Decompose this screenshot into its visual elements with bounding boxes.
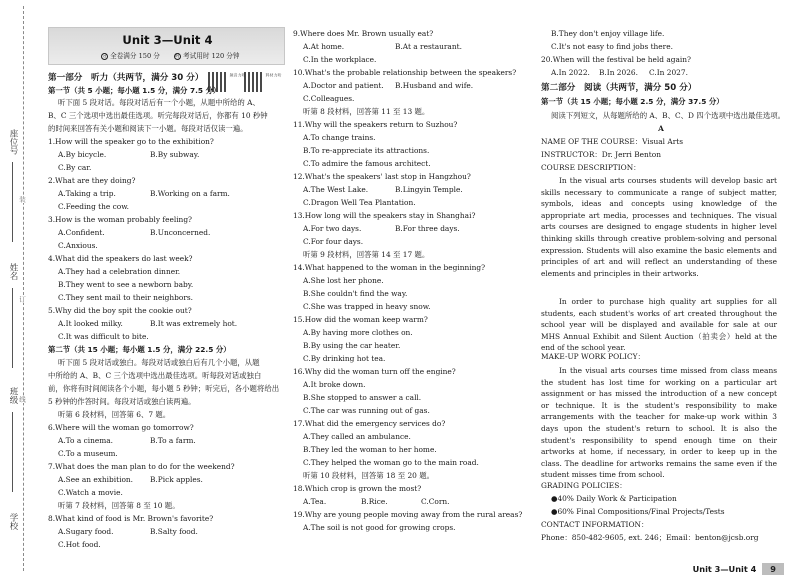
option[interactable]: A.Doctor and patient. (303, 81, 384, 90)
course-name: NAME OF THE COURSE：Visual Arts (541, 137, 684, 146)
option[interactable]: A.They had a celebration dinner. (58, 267, 181, 276)
option[interactable]: A.Tea. (303, 497, 327, 506)
description-paragraph: In the visual arts courses students will develop basic art skills necessary to communicate a range of subject matter, symbols, ideas and concepts using knowledge of the appropriate art media, processes and techniques. The visual arts courses are designed to engage students in higher level thinking skills through creative problem-solving and personal expression. Students will also examine the basic elements and principles of art and will reflect an understanding of these elements and principles in their artworks. (541, 176, 777, 278)
school-label: 学校 (8, 513, 18, 530)
option[interactable]: C.It was difficult to bite. (58, 332, 149, 341)
cut-line (23, 6, 24, 571)
option[interactable]: B.Rice. (361, 497, 388, 506)
question: 7.What does the man plan to do for the weekend? (48, 462, 235, 471)
instruction-line: B、C 三个选项中选出最佳选项。听完每段对话后，你都有 10 秒钟 (48, 111, 268, 120)
option[interactable]: C.By drinking hot tea. (303, 354, 386, 363)
option[interactable]: A.By bicycle. (58, 150, 107, 159)
option[interactable]: C.The car was running out of gas. (303, 406, 430, 415)
seat-number-label: 座位号 (8, 129, 18, 155)
instruction-line: 阅读下列短文，从每题所给的 A、B、C、D 四个选项中选出最佳选项。 (551, 111, 785, 120)
grading-item: ●60% Final Compositions/Final Projects/Tests (551, 507, 725, 516)
option[interactable]: A.Taking a trip. (58, 189, 116, 198)
class-line (12, 412, 13, 492)
instruction-line: 中所给的 A、B、C 三个选项中选出最佳选项。听每段对话或独白 (48, 371, 262, 380)
option[interactable]: C.Hot food. (58, 540, 101, 549)
makeup-paragraph: In the visual arts courses time missed from class means the student has lost time for working on a particular art assignment or has missed the introduction of a new concept or technique. It is the student's responsibility to make arrangements with the teacher for make-up work within 3 days upon the student's return to school. It is also the student's responsibility to spend enough time on their artworks at home, if necessary, in order to keep up in the class. The deadline for artworks remains the same even if the student misses time from school. (541, 366, 777, 480)
option[interactable]: A.Confident. (58, 228, 105, 237)
question: 3.How is the woman probably feeling? (48, 215, 193, 224)
score-circle-icon: 分 (102, 54, 107, 59)
question: 8.What kind of food is Mr. Brown's favorite? (48, 514, 214, 523)
option[interactable]: C.For four days. (303, 237, 364, 246)
option[interactable]: C.Colleagues. (303, 94, 355, 103)
qr-label: 力音频 (230, 73, 243, 77)
name-line (12, 288, 13, 368)
question: 14.What happened to the woman in the beginning? (293, 263, 486, 272)
instruction-line: 的时间来回答有关小题和阅读下一小题。每段对话仅读一遍。 (48, 124, 248, 133)
option[interactable]: B.They went to see a newborn baby. (58, 280, 194, 289)
option[interactable]: B.Unconcerned. (150, 228, 211, 237)
course-description-label: COURSE DESCRIPTION： (541, 163, 641, 172)
grading-item: ●40% Daily Work & Participation (551, 494, 677, 503)
option[interactable]: B.Lingyin Temple. (395, 185, 463, 194)
instructor: INSTRUCTOR：Dr. Jerri Benton (541, 150, 661, 159)
instruction-line: 前，你将有时间阅读各个小题，每小题 5 秒钟；听完后，各小题将给出 (48, 384, 280, 393)
page-number: 9 (762, 563, 784, 575)
option[interactable]: B.Pick apples. (150, 475, 203, 484)
cut-mark: 订 (18, 296, 26, 303)
option[interactable]: C.Anxious. (58, 241, 98, 250)
question: 20.When will the festival be held again? (541, 55, 692, 64)
option[interactable]: C.Dragon Well Tea Plantation. (303, 198, 416, 207)
question: 12.What's the speakers' last stop in Hangzhou? (293, 172, 471, 181)
option[interactable]: C.They sent mail to their neighbors. (58, 293, 194, 302)
option[interactable]: B.They led the woman to her home. (303, 445, 437, 454)
option[interactable]: A.See an exhibition. (58, 475, 134, 484)
question: 5.Why did the boy spit the cookie out? (48, 306, 192, 315)
question: 9.Where does Mr. Brown usually eat? (293, 29, 434, 38)
class-label: 班级 (8, 387, 18, 404)
material-note: 听第 7 段材料，回答第 8 至 10 题。 (58, 501, 180, 510)
option[interactable]: C.Feeding the cow. (58, 202, 129, 211)
footer-unit: Unit 3—Unit 4 (687, 564, 763, 574)
option[interactable]: A.She lost her phone. (303, 276, 384, 285)
option[interactable]: A.In 2022. (551, 68, 590, 77)
name-label: 姓名 (8, 263, 18, 280)
reading-section-heading: 第一节（共 15 小题；每小题 2.5 分，满分 37.5 分） (541, 97, 724, 106)
material-qr-code-icon[interactable] (244, 72, 264, 92)
option[interactable]: B.Salty food. (150, 527, 198, 536)
option[interactable]: C.In 2027. (649, 68, 688, 77)
instruction-line: 听下面 5 段对话或独白。每段对话或独白后有几个小题，从题 (58, 358, 260, 367)
option[interactable]: B.She couldn't find the way. (303, 289, 408, 298)
question: 17.What did the emergency services do? (293, 419, 446, 428)
option[interactable]: A.To a cinema. (58, 436, 113, 445)
option[interactable]: B.Husband and wife. (395, 81, 474, 90)
option[interactable]: B.It was extremely hot. (150, 319, 238, 328)
option[interactable]: A.They called an ambulance. (303, 432, 411, 441)
part-2-heading: 第二部分 阅读（共两节，满分 50 分） (541, 83, 697, 93)
page-footer (687, 562, 784, 575)
qr-label: 听力材料 (266, 73, 283, 77)
option[interactable]: A.By having more clothes on. (303, 328, 413, 337)
question: 6.Where will the woman go tomorrow? (48, 423, 194, 432)
unit-title: Unit 3—Unit 4 (122, 33, 213, 47)
option[interactable]: B.To a farm. (150, 436, 196, 445)
option[interactable]: A.At home. (303, 42, 345, 51)
contact-details[interactable]: Phone：850-482-9605, ext. 246；Email：benton@jcsb.org (541, 533, 759, 542)
material-note: 听第 9 段材料，回答第 14 至 17 题。 (303, 250, 430, 259)
option[interactable]: A.To change trains. (303, 133, 376, 142)
binding-strip (0, 0, 40, 577)
cut-mark: 装 (18, 196, 26, 203)
option[interactable]: C.It's not easy to find jobs there. (551, 42, 673, 51)
passage-letter: A (658, 124, 664, 133)
cut-mark: 线 (18, 396, 26, 403)
unit-header (48, 27, 285, 65)
section-2-heading: 第二节（共 15 小题；每小题 1.5 分，满分 22.5 分） (48, 345, 231, 354)
option[interactable]: B.To re-appreciate its attractions. (303, 146, 430, 155)
material-note: 听第 10 段材料，回答第 18 至 20 题。 (303, 471, 434, 480)
question: 15.How did the woman keep warm? (293, 315, 428, 324)
question: 13.How long will the speakers stay in Shanghai? (293, 211, 476, 220)
question: 1.How will the speaker go to the exhibition? (48, 137, 214, 146)
option[interactable]: B.At a restaurant. (395, 42, 462, 51)
full-score: 分 全卷满分 150 分 (102, 52, 160, 60)
option[interactable]: B.Working on a farm. (150, 189, 230, 198)
option[interactable]: B.They don't enjoy village life. (551, 29, 665, 38)
question: 10.What's the probable relationship between the speakers? (293, 68, 517, 77)
option[interactable]: A.It broke down. (303, 380, 366, 389)
option[interactable]: C.In the workplace. (303, 55, 377, 64)
clock-circle-icon: 时 (175, 54, 180, 59)
contact-label: CONTACT INFORMATION： (541, 520, 649, 529)
option[interactable]: C.Watch a movie. (58, 488, 123, 497)
exam-time: 时 考试用时 120 分钟 (175, 52, 240, 60)
question: 19.Why are young people moving away from the rural areas? (293, 510, 523, 519)
option[interactable]: A.It looked milky. (58, 319, 123, 328)
grading-policies-label: GRADING POLICIES： (541, 481, 627, 490)
material-note: 听第 8 段材料，回答第 11 至 13 题。 (303, 107, 430, 116)
instruction-line: 5 秒钟的作答时间。每段对话或独白读两遍。 (48, 397, 196, 406)
option[interactable]: B.By subway. (150, 150, 200, 159)
option[interactable]: A.Sugary food. (58, 527, 114, 536)
option[interactable]: C.By car. (58, 163, 92, 172)
question: 2.What are they doing? (48, 176, 136, 185)
option[interactable]: B.For three days. (395, 224, 460, 233)
instruction-line: 听下面 5 段对话。每段对话后有一个小题，从题中所给的 A、 (58, 98, 260, 107)
option[interactable]: B.In 2026. (599, 68, 638, 77)
option[interactable]: C.To a museum. (58, 449, 118, 458)
option[interactable]: C.To admire the famous architect. (303, 159, 431, 168)
option[interactable]: B.She stopped to answer a call. (303, 393, 422, 402)
option[interactable]: C.Corn. (421, 497, 450, 506)
option[interactable]: B.By using the car heater. (303, 341, 401, 350)
option[interactable]: C.She was trapped in heavy snow. (303, 302, 431, 311)
option[interactable]: A.For two days. (303, 224, 362, 233)
question: 4.What did the speakers do last week? (48, 254, 193, 263)
option[interactable]: A.The soil is not good for growing crops. (303, 523, 456, 532)
section-1-heading: 第一节（共 5 小题；每小题 1.5 分，满分 7.5 分） (48, 86, 221, 95)
option[interactable]: C.They helped the woman go to the main road. (303, 458, 479, 467)
question: 16.Why did the woman turn off the engine? (293, 367, 456, 376)
seat-number-line (12, 162, 13, 242)
material-note: 听第 6 段材料，回答第 6、7 题。 (58, 410, 171, 419)
makeup-policy-label: MAKE-UP WORK POLICY： (541, 352, 645, 361)
question: 11.Why will the speakers return to Suzhou? (293, 120, 458, 129)
question: 18.Which crop is grown the most? (293, 484, 422, 493)
option[interactable]: A.The West Lake. (303, 185, 369, 194)
auction-paragraph: In order to purchase high quality art supplies for all students, each student's works of art created throughout the school year will be displayed and available for sale at our MHS Annual Exhibit and Silent Auction（拍卖会）held at the end of the school year. (541, 297, 777, 353)
part-1-heading: 第一部分 听力（共两节，满分 30 分） (48, 73, 204, 83)
